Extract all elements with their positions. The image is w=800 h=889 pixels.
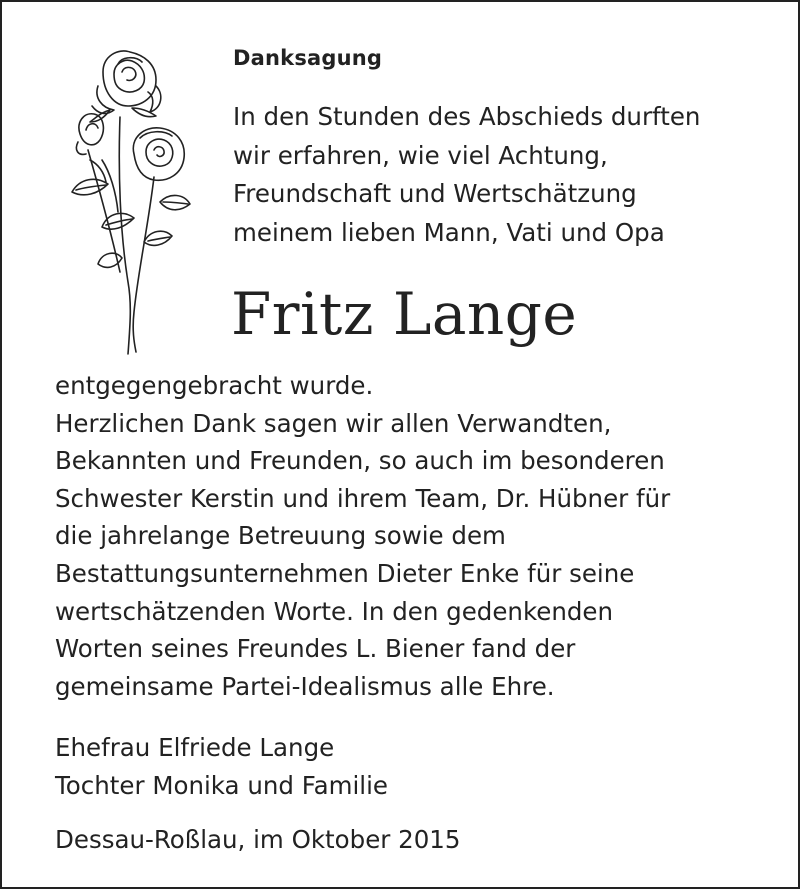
intro-line: Freundschaft und Wertschätzung (233, 179, 637, 208)
signer-line: Ehefrau Elfriede Lange (55, 733, 335, 762)
body-line: Bekannten und Freunden, so auch im besonderen (55, 446, 665, 476)
intro-paragraph (233, 98, 778, 252)
signers-block (55, 729, 388, 804)
body-line: Herzlichen Dank sagen wir allen Verwandten, (55, 408, 612, 438)
body-line: gemeinsame Partei-Idealismus alle Ehre. (55, 671, 555, 701)
body-line: Bestattungsunternehmen Dieter Enke für seine (55, 558, 635, 588)
thanks-paragraph (55, 367, 785, 705)
signer-line: Tochter Monika und Familie (55, 770, 388, 800)
intro-line: In den Stunden des Abschieds durften (233, 102, 701, 131)
body-line: Schwester Kerstin und ihrem Team, Dr. Hübner für (55, 483, 671, 513)
body-line: Worten seines Freundes L. Biener fand der (55, 634, 576, 664)
notice-heading: Danksagung (233, 46, 383, 70)
body-line: die jahrelange Betreuung sowie dem (55, 521, 506, 551)
body-line: entgegengebracht wurde. (55, 371, 374, 400)
intro-line: wir erfahren, wie viel Achtung, (233, 140, 608, 170)
deceased-name: Fritz Lange (231, 280, 578, 348)
place-and-date: Dessau-Roßlau, im Oktober 2015 (55, 825, 461, 854)
rose-illustration-icon (58, 42, 198, 357)
body-line: wertschätzenden Worte. In den gedenkenden (55, 596, 614, 626)
intro-line: meinem lieben Mann, Vati und Opa (233, 217, 665, 247)
